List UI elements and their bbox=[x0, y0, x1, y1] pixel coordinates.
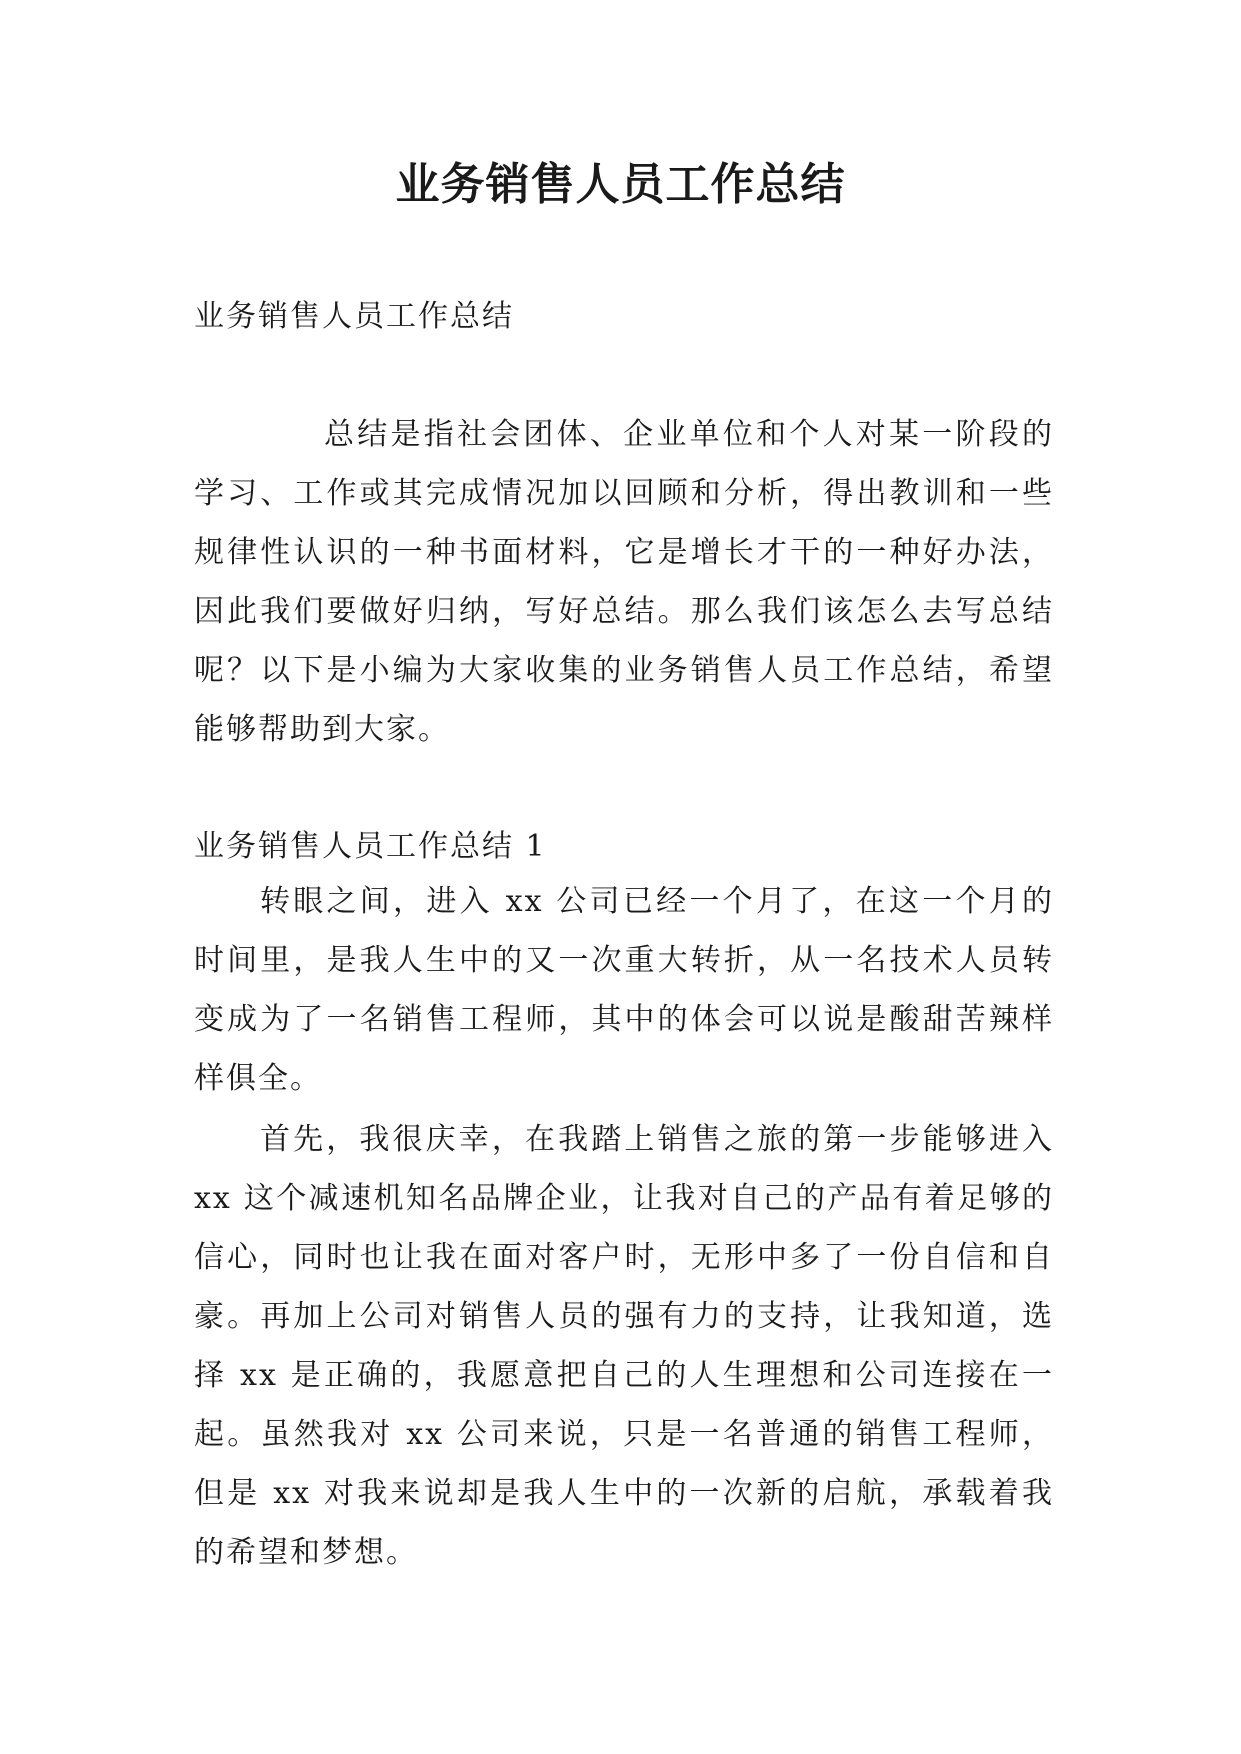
section-heading: 业务销售人员工作总结 1 bbox=[194, 829, 547, 864]
document-subtitle: 业务销售人员工作总结 bbox=[194, 299, 514, 334]
intro-paragraph: 总结是指社会团体、企业单位和个人对某一阶段的学习、工作或其完成情况加以回顾和分析，得出教训和一些规律性认识的一种书面材料，它是增长才干的一种好办法，因此我们要做好归纳，写好总结。那么我们该怎么去写总结呢？以下是小编为大家收集的业务销售人员工作总结，希望能够帮助到大家。 bbox=[194, 417, 1054, 747]
body-paragraph-1: 转眼之间，进入 xx 公司已经一个月了，在这一个月的时间里，是我人生中的又一次重大转折，从一名技术人员转变成为了一名销售工程师，其中的体会可以说是酸甜苦辣样样俱全。 bbox=[194, 884, 1054, 1096]
body-paragraph-2: 首先，我很庆幸，在我踏上销售之旅的第一步能够进入 xx 这个减速机知名品牌企业，让我对自己的产品有着足够的信心，同时也让我在面对客户时，无形中多了一份自信和自豪。再加上公司对销售人员的强有力的支持，让我知道，选择 xx 是正确的，我愿意把自己的人生理想和公司连接在一起。虽然我对 xx 公司来说，只是一名普通的销售工程师，但是 xx 对我来说却是我人生中的一次新的启航，承载着我的希望和梦想。 bbox=[194, 1122, 1054, 1570]
document-title: 业务销售人员工作总结 bbox=[395, 159, 846, 210]
